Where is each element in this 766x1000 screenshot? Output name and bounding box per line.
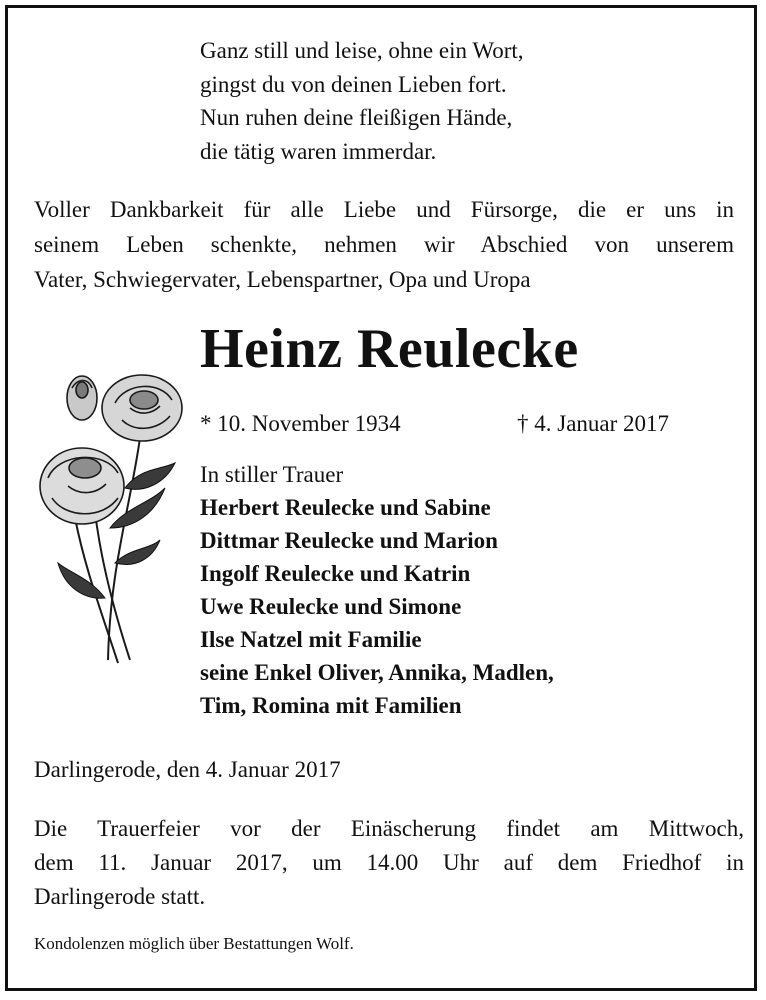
poem-line: die tätig waren immerdar. [200, 138, 437, 164]
mourner-line: Dittmar Reulecke und Marion [200, 528, 498, 553]
poem-line: gingst du von deinen Lieben fort. [200, 71, 507, 97]
intro-line: Vater, Schwiegervater, Lebenspartner, Opa und Uropa [34, 267, 531, 292]
intro-line: seinem Leben schenkte, nehmen wir Abschied von unserem [34, 232, 734, 257]
funeral-line: Darlingerode statt. [34, 884, 206, 909]
funeral-line: Die Trauerfeier vor der Einäscherung findet am Mittwoch, [34, 816, 744, 841]
funeral-paragraph [34, 812, 744, 914]
mourners-list [200, 458, 554, 722]
place-and-date: Darlingerode, den 4. Januar 2017 [34, 757, 341, 782]
poem-line: Nun ruhen deine fleißigen Hände, [200, 105, 513, 130]
intro-paragraph [34, 192, 734, 297]
mourner-line: Tim, Romina mit Familien [200, 693, 462, 718]
poem-line: Ganz still und leise, ohne ein Wort, [200, 38, 524, 63]
mourner-line: seine Enkel Oliver, Annika, Madlen, [200, 660, 554, 685]
condolences-note: Kondolenzen möglich über Bestattungen Wolf. [34, 934, 354, 953]
poem-verse [200, 34, 524, 168]
deceased-name: Heinz Reulecke [200, 318, 579, 380]
birth-date: * 10. November 1934 [200, 411, 401, 436]
mourner-line: Uwe Reulecke und Simone [200, 594, 462, 619]
mourners-heading: In stiller Trauer [200, 462, 344, 487]
intro-line: Voller Dankbarkeit für alle Liebe und Fürsorge, die er uns in [34, 197, 734, 222]
mourner-line: Ilse Natzel mit Familie [200, 627, 422, 652]
funeral-line: dem 11. Januar 2017, um 14.00 Uhr auf dem Friedhof in [34, 850, 744, 875]
death-date: † 4. Januar 2017 [517, 411, 670, 436]
roses-illustration-icon [30, 368, 195, 668]
mourner-line: Herbert Reulecke und Sabine [200, 495, 491, 520]
mourner-line: Ingolf Reulecke und Katrin [200, 561, 471, 586]
